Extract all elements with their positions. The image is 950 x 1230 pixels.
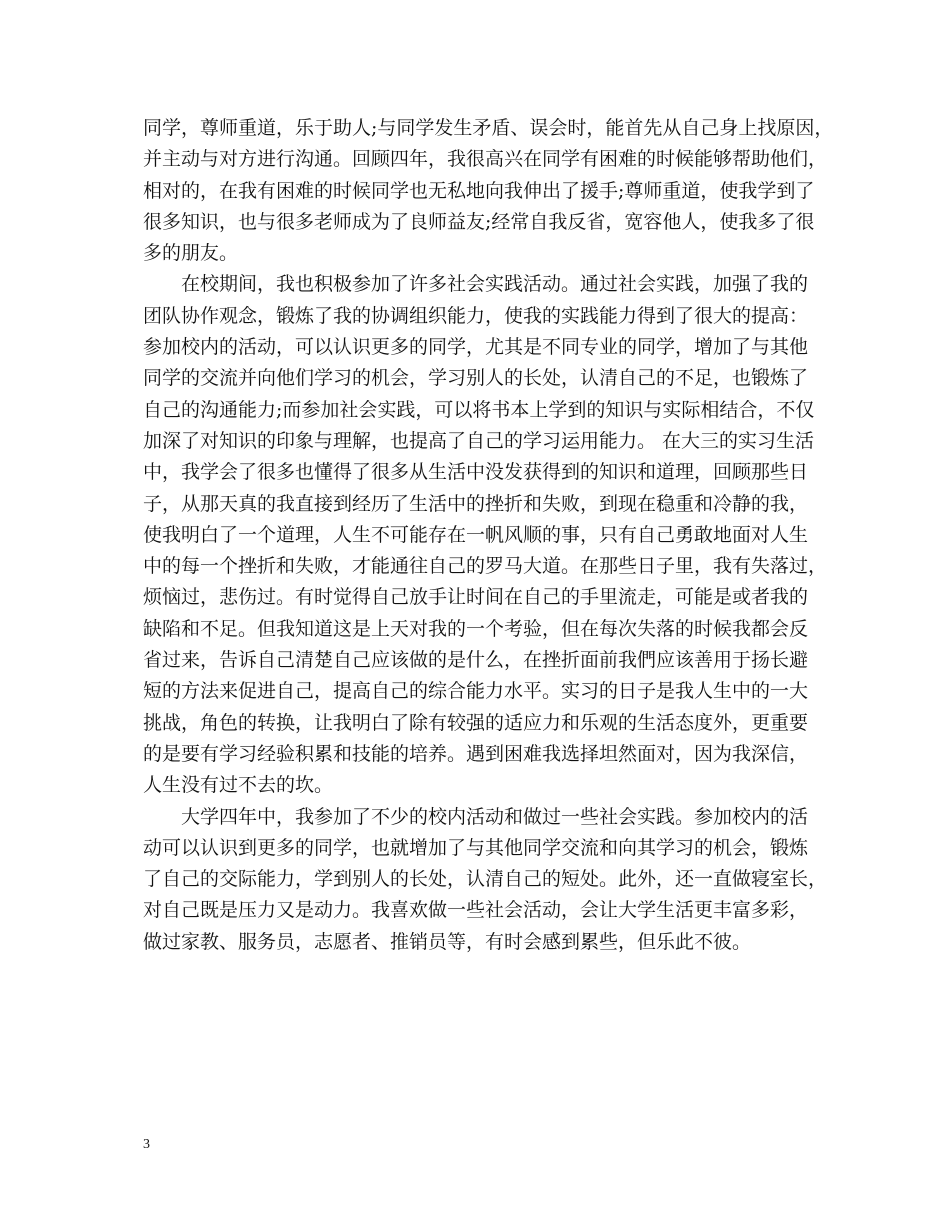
text-line: 的是要有学习经验积累和技能的培养。遇到困难我选择坦然面对，因为我深信， [143, 742, 809, 765]
text-line: 了自己的交际能力，学到别人的长处，认清自己的短处。此外，还一直做寝室长， [143, 868, 828, 891]
text-line: 子，从那天真的我直接到经历了生活中的挫折和失败，到现在稳重和冷静的我， [143, 492, 809, 515]
body-text [143, 113, 834, 958]
text-line: 中，我学会了很多也懂得了很多从生活中没发获得到的知识和道理，回顾那些日 [143, 461, 809, 484]
text-line: 多的朋友。 [143, 242, 239, 265]
text-line: 团队协作观念，锻炼了我的协调组织能力，使我的实践能力得到了很大的提高： [143, 304, 809, 327]
text-line: 人生没有过不去的坎。 [143, 774, 334, 797]
paragraph [143, 802, 828, 958]
text-line: 加深了对知识的印象与理解，也提高了自己的学习运用能力。 在大三的实习生活 [143, 429, 815, 452]
text-line: 做过家教、服务员，志愿者、推销员等，有时会感到累些，但乐此不彼。 [143, 930, 752, 953]
text-line: 使我明白了一个道理，人生不可能存在一帆风顺的事，只有自己勇敢地面对人生 [143, 523, 809, 546]
text-line: 并主动与对方进行沟通。回顾四年，我很高兴在同学有困难的时候能够帮助他们， [143, 148, 828, 171]
text-line: 很多知识，也与很多老师成为了良师益友;经常自我反省，宽容他人，使我多了很 [143, 210, 815, 233]
text-line: 中的每一个挫折和失败，才能通往自己的罗马大道。在那些日子里，我有失落过， [143, 555, 828, 578]
text-line: 自己的沟通能力;而参加社会实践，可以将书本上学到的知识与实际相结合，不仅 [143, 398, 815, 421]
text-line: 同学，尊师重道，乐于助人;与同学发生矛盾、误会时，能首先从自己身上找原因， [143, 117, 834, 139]
text-line: 在校期间，我也积极参加了许多社会实践活动。通过社会实践，加强了我的 [181, 273, 809, 296]
paragraph [143, 113, 834, 269]
text-line: 省过来，告诉自己清楚自己应该做的是什么，在挫折面前我們应该善用于扬长避 [143, 649, 809, 672]
text-line: 烦恼过，悲伤过。有时觉得自己放手让时间在自己的手里流走，可能是或者我的 [143, 586, 809, 609]
text-line: 缺陷和不足。但我知道这是上天对我的一个考验，但在每次失落的时候我都会反 [143, 617, 809, 640]
text-line: 对自己既是压力又是动力。我喜欢做一些社会活动，会让大学生活更丰富多彩， [143, 899, 809, 922]
page-number: 3 [143, 1137, 150, 1152]
text-line: 挑战，角色的转换，让我明白了除有较强的适应力和乐观的生活态度外，更重要 [143, 711, 809, 734]
text-line: 大学四年中，我参加了不少的校内活动和做过一些社会实践。参加校内的活 [181, 805, 809, 828]
text-line: 短的方法来促进自己，提高自己的综合能力水平。实习的日子是我人生中的一大 [143, 680, 809, 703]
paragraph [143, 269, 828, 801]
text-line: 动可以认识到更多的同学，也就增加了与其他同学交流和向其学习的机会，锻炼 [143, 836, 809, 859]
text-line: 相对的，在我有困难的时候同学也无私地向我伸出了援手;尊师重道，使我学到了 [143, 179, 815, 202]
text-line: 同学的交流并向他们学习的机会，学习别人的长处，认清自己的不足，也锻炼了 [143, 367, 809, 390]
text-line: 参加校内的活动，可以认识更多的同学，尤其是不同专业的同学，增加了与其他 [143, 336, 809, 359]
